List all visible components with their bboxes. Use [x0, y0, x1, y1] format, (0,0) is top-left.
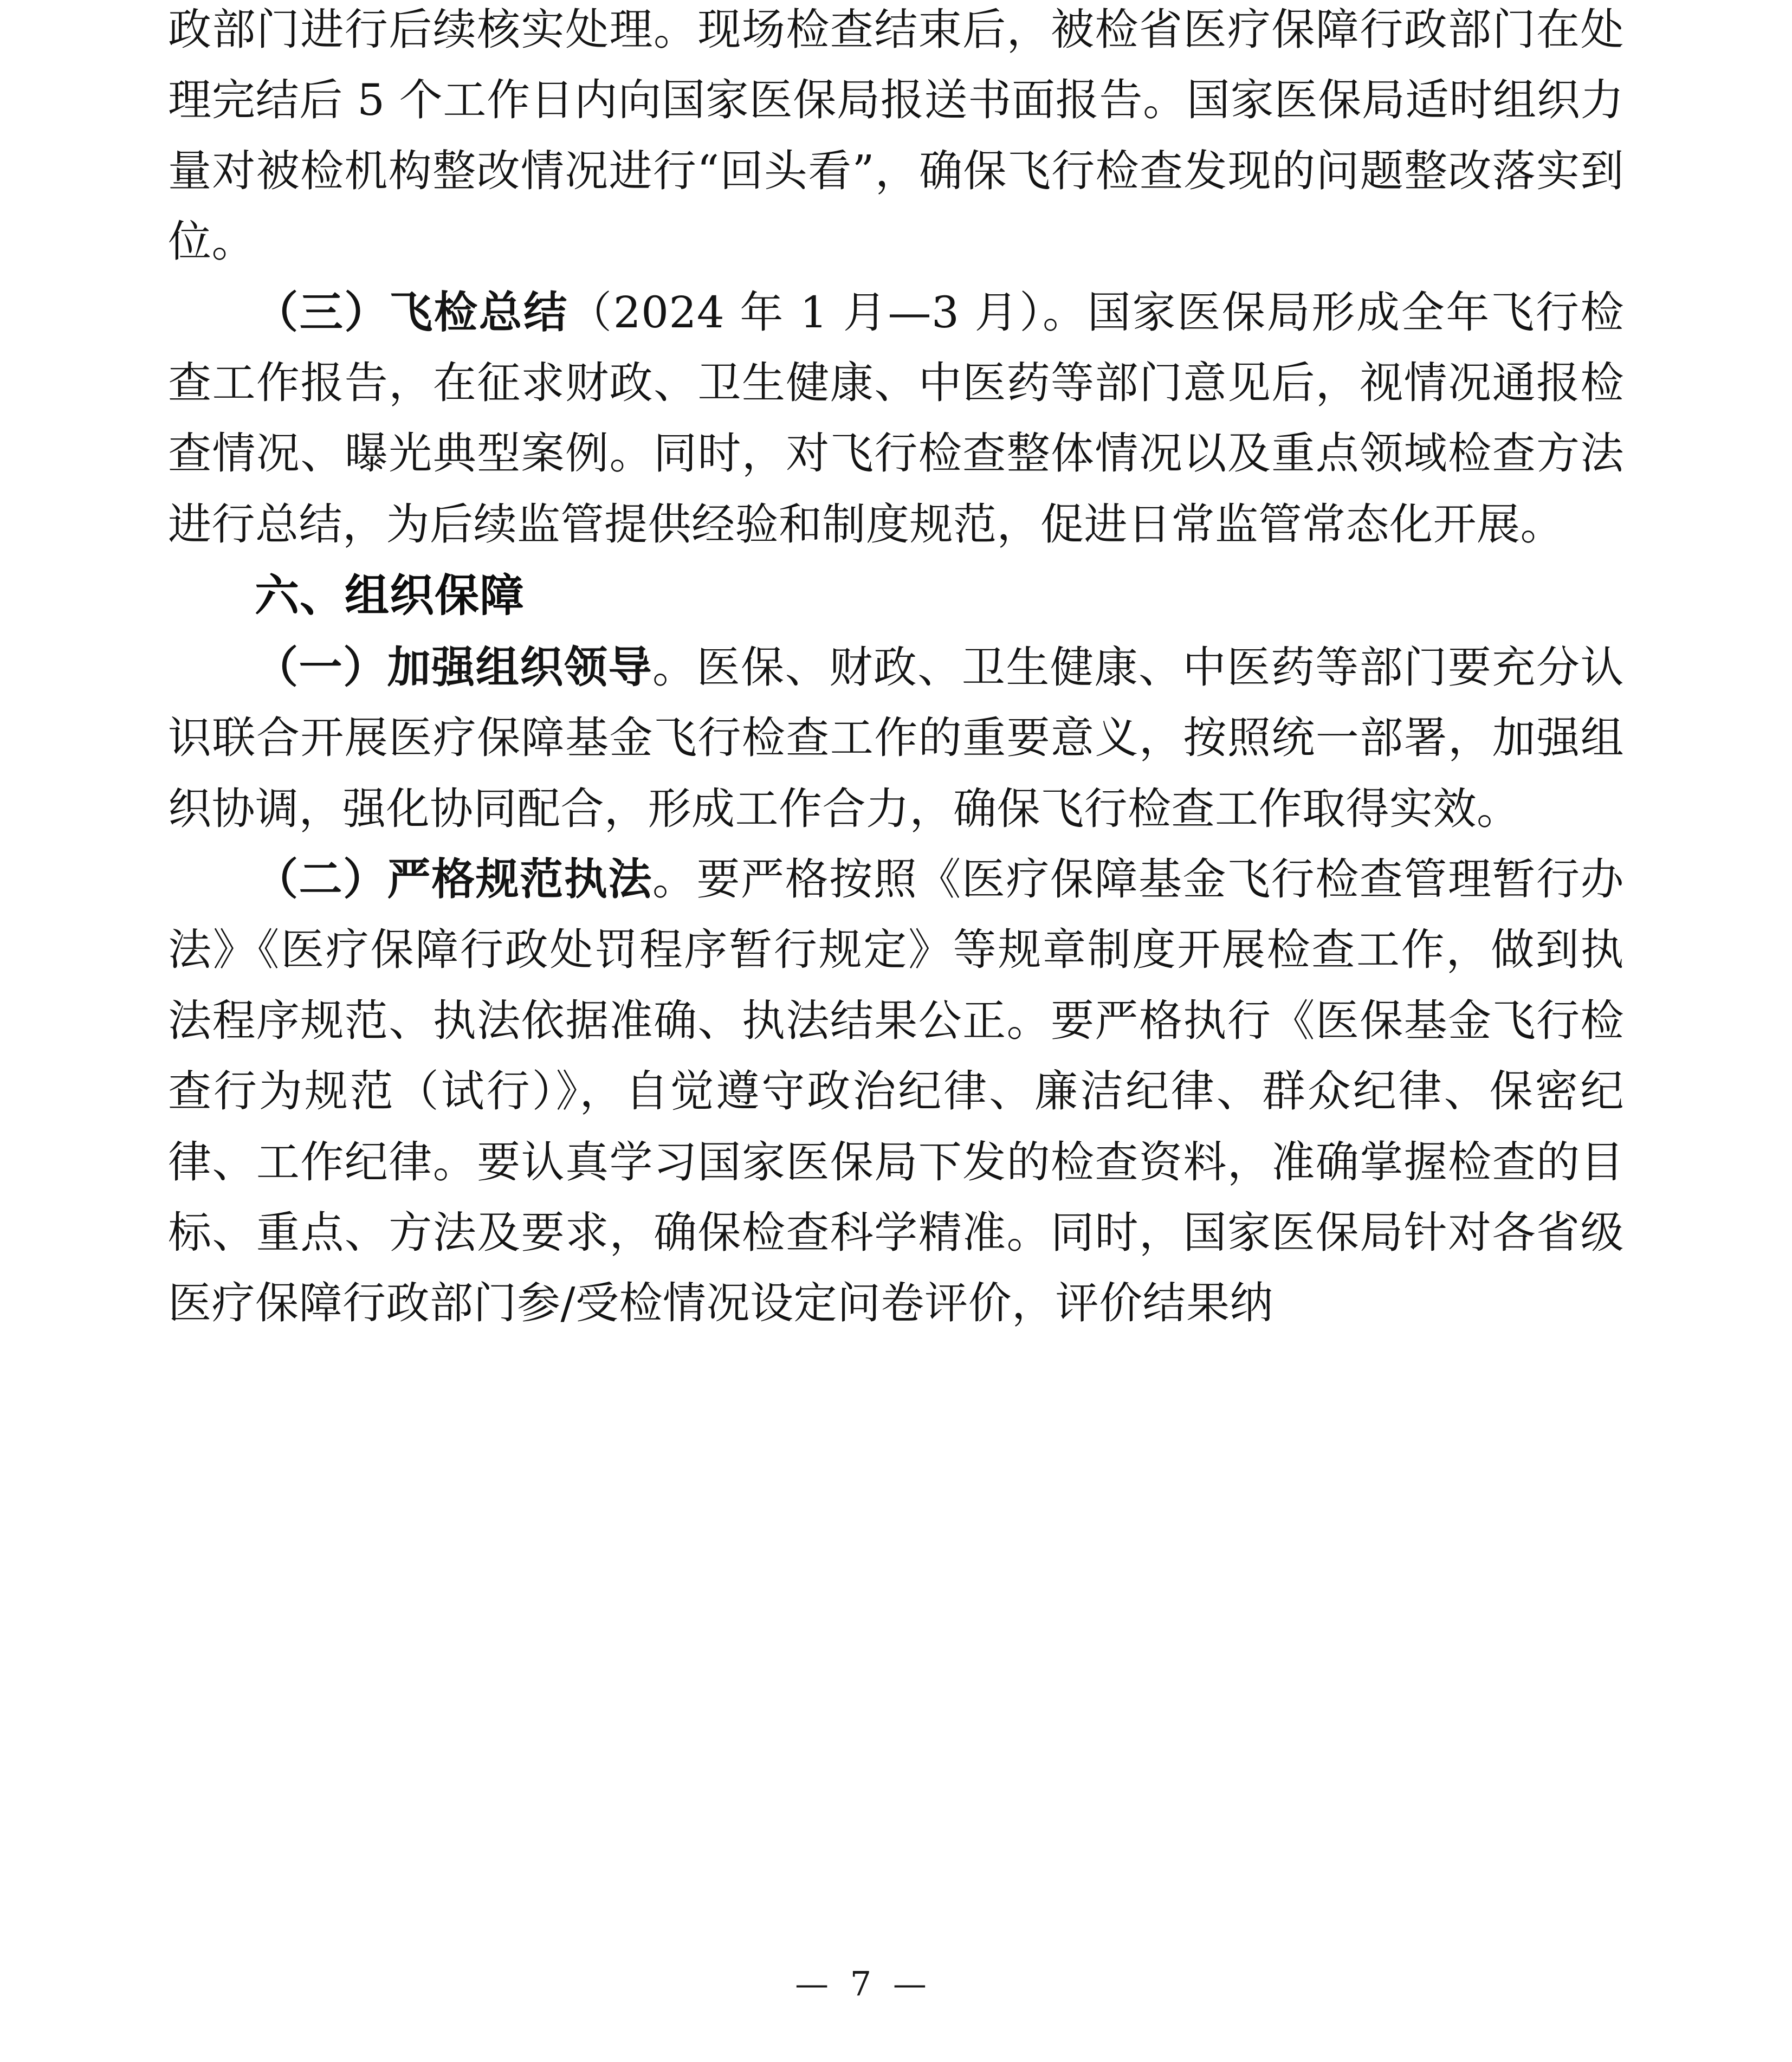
page-number: — 7 — [795, 1964, 932, 2003]
section-heading-organization-guarantee: 六、组织保障 [255, 570, 525, 622]
subsection-lead-label: （二）严格规范执法 [255, 854, 652, 904]
paragraph-feijian-zongjie [168, 277, 1624, 560]
subsection-lead-label: （一）加强组织领导 [255, 642, 652, 693]
page-footer [0, 1964, 1792, 2003]
document-body [168, 0, 1624, 1339]
paragraph-strengthen-leadership [168, 632, 1624, 844]
paragraph-strict-law-enforcement [168, 844, 1624, 1339]
paragraph-continued: 政部门进行后续核实处理。现场检查结束后，被检省医疗保障行政部门在处理完结后 5 个工作日内向国家医保局报送书面报告。国家医保局适时组织力量对被检机构整改情况进行“回头看”，确保飞行检查发现的问题整改落实到位。 [168, 4, 1624, 267]
subsection-text: 。医保、财政、卫生健康、中医药等部门要充分认识联合开展医疗保障基金飞行检查工作的重要意义，按照统一部署，加强组织协调，强化协同配合，形成工作合力，确保飞行检查工作取得实效。 [168, 642, 1625, 834]
subsection-text: 。要严格按照《医疗保障基金飞行检查管理暂行办法》《医疗保障行政处罚程序暂行规定》等规章制度开展检查工作，做到执法程序规范、执法依据准确、执法结果公正。要严格执行《医保基金飞行检查行为规范（试行）》，自觉遵守政治纪律、廉洁纪律、群众纪律、保密纪律、工作纪律。要认真学习国家医保局下发的检查资料，准确掌握检查的目标、重点、方法及要求，确保检查科学精准。同时，国家医保局针对各省级医疗保障行政部门参/受检情况设定问卷评价，评价结果纳 [168, 854, 1625, 1329]
paragraph-text: （2024 年 1 月—3 月）。国家医保局形成全年飞行检查工作报告，在征求财政、卫生健康、中医药等部门意见后，视情况通报检查情况、曝光典型案例。同时，对飞行检查整体情况以及重点领域检查方法进行总结，为后续监管提供经验和制度规范，促进日常监管常态化开展。 [168, 287, 1625, 550]
paragraph-lead-label: （三）飞检总结 [255, 287, 568, 338]
